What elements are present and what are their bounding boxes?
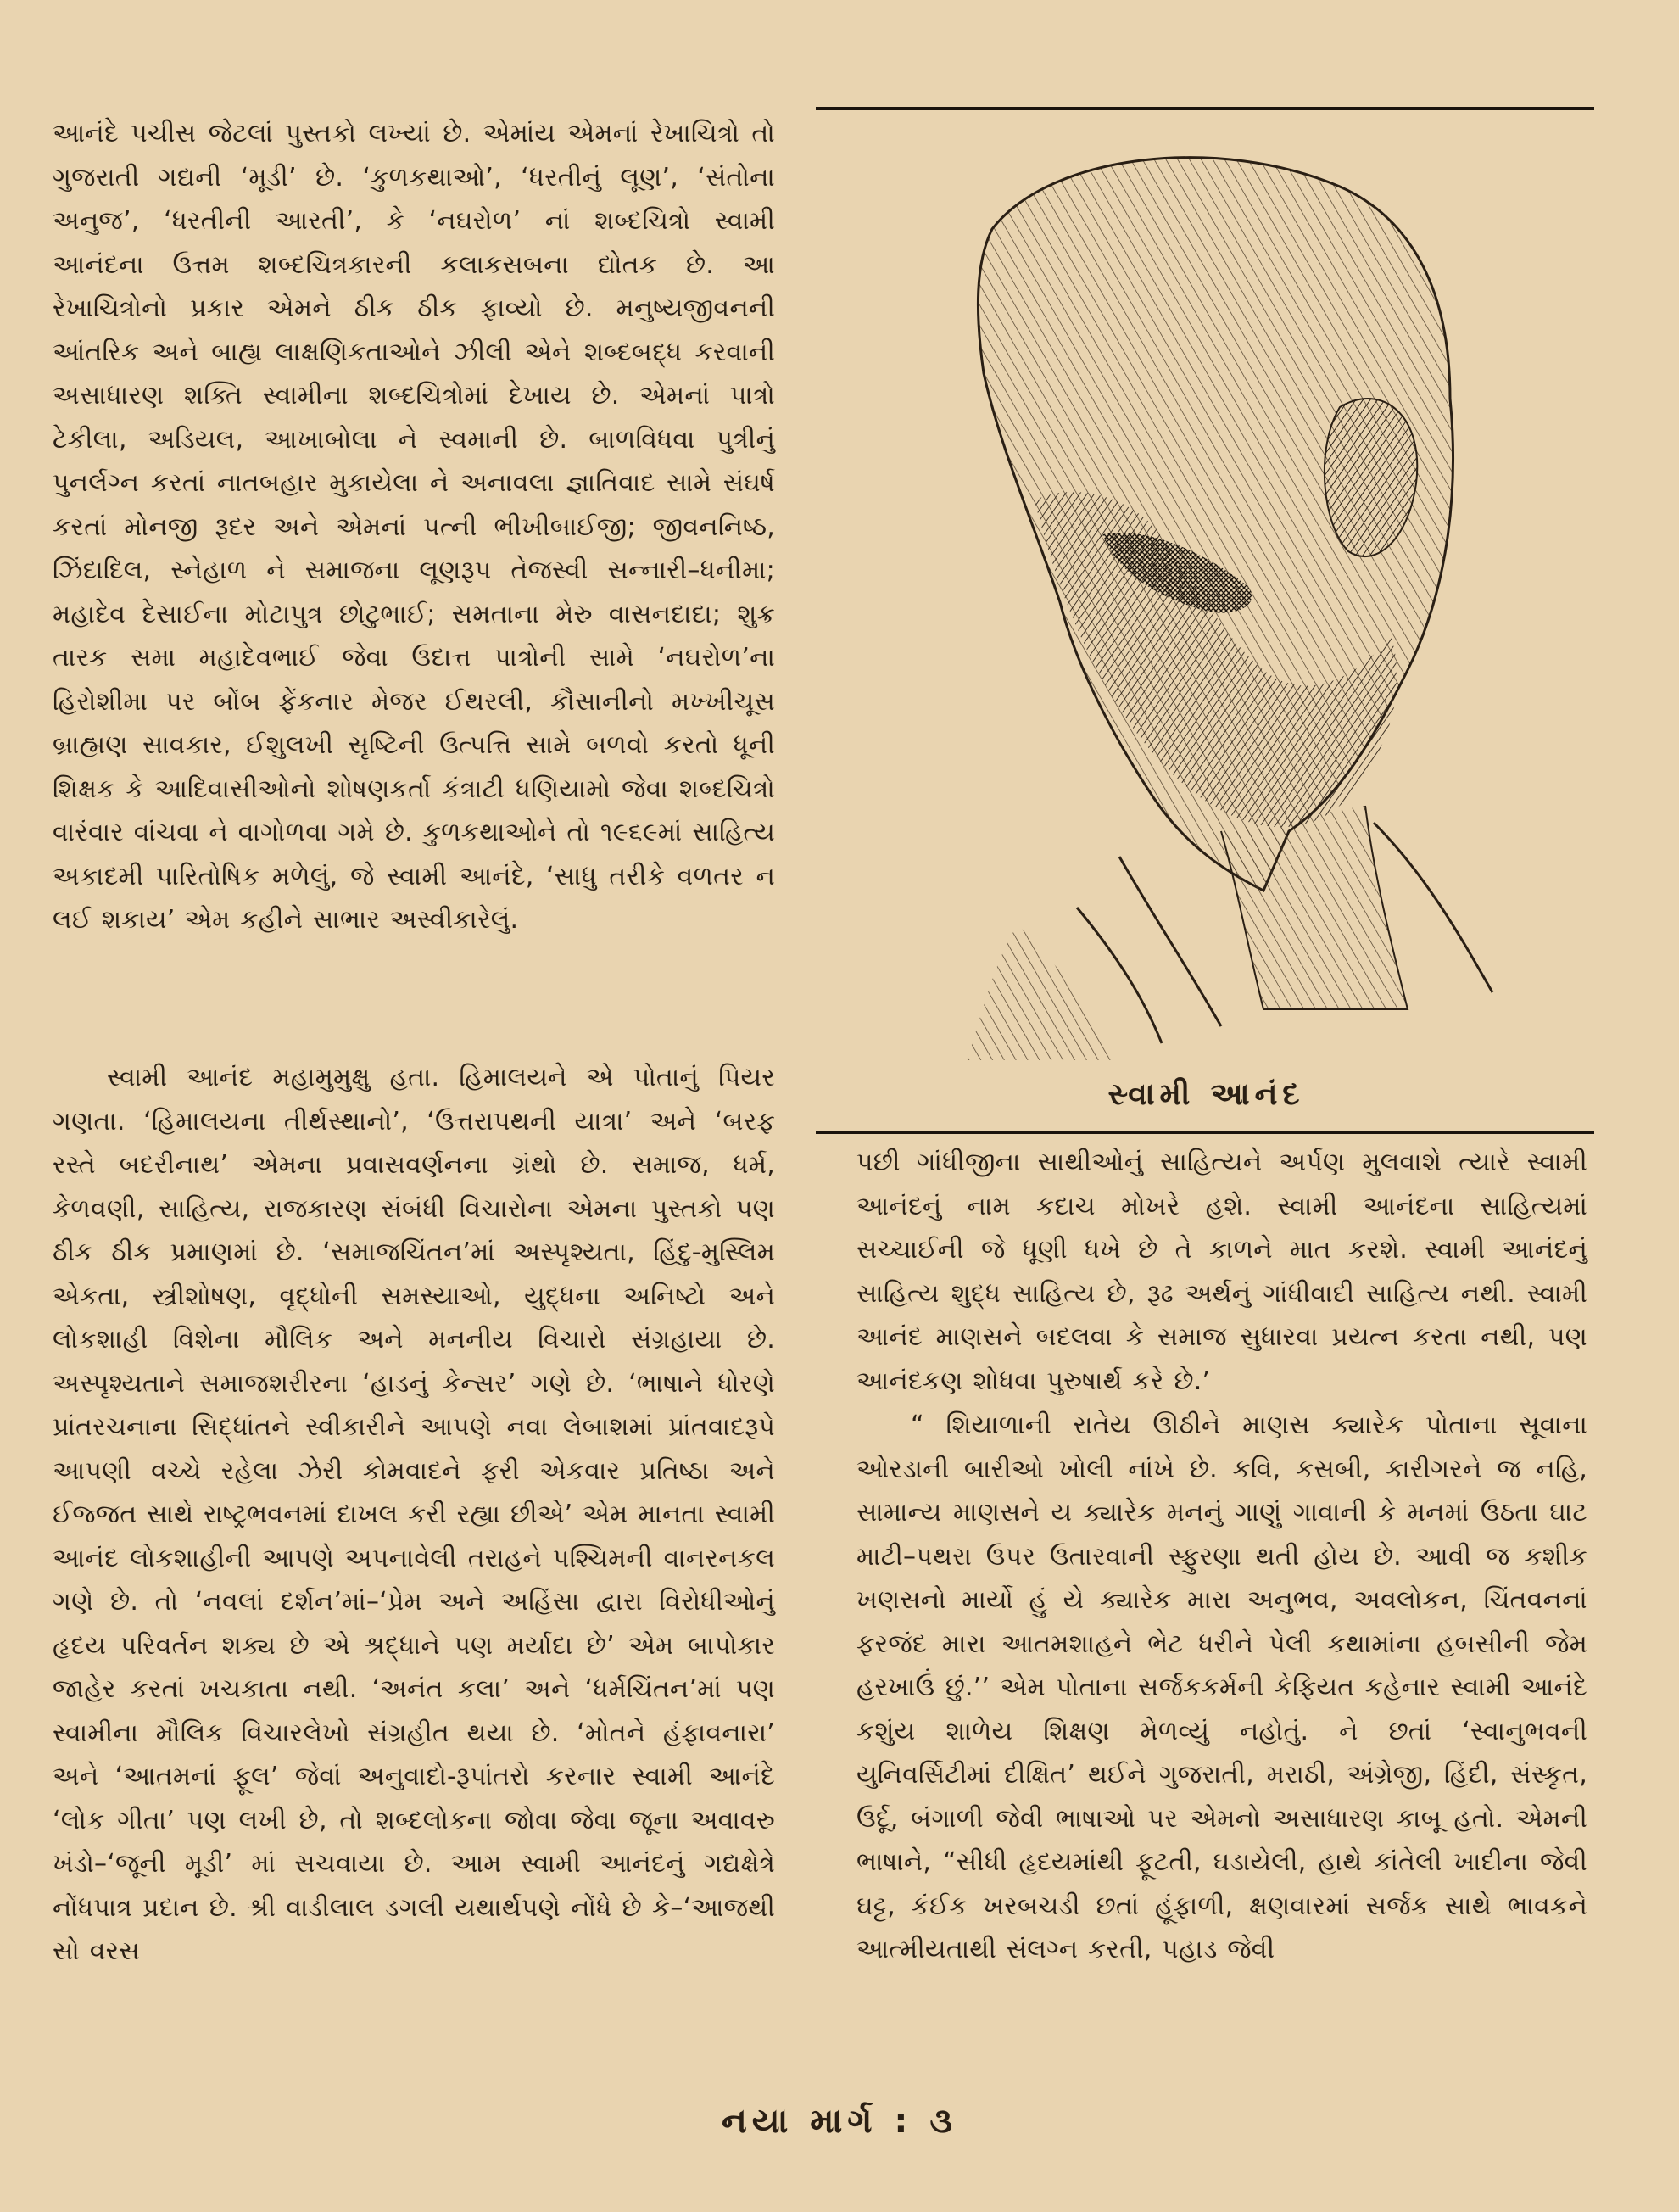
neck [1221,806,1408,1009]
portrait-caption: સ્વામી આનંદ [1107,1077,1305,1112]
page-folio: નયા માર્ગ : ૩ [721,2102,957,2141]
col1-paragraph-2: સ્વામી આનંદ મહામુમુક્ષુ હતા. હિમાલયને એ પોતાનું પિયર ગણતા. ‘હિમાલયના તીર્થસ્થાનો’, ‘ઉત્તરાપથની યાત્રા’ અને ‘બરફ રસ્તે બદરીનાથ’ એમના પ્રવાસવર્ણનના ગ્રંથો છે. સમાજ, ધર્મ, કેળવણી, સાહિત્ય, રાજકારણ સંબંધી વિચારોના એમના પુસ્તકો પણ ઠીક ઠીક પ્રમાણમાં છે. ‘સમાજચિંતન’માં અસ્પૃશ્યતા, હિંદુ-મુસ્લિમ એકતા, સ્ત્રીશોષણ, વૃદ્ધોની સમસ્યાઓ, યુદ્ધના અનિષ્ટો અને લોકશાહી વિશેના મૌલિક અને મનનીય વિચારો સંગ્રહાયા છે. અસ્પૃશ્યતાને સમાજશરીરના ‘હાડનું કેન્સર’ ગણે છે. ‘ભાષાને ધોરણે પ્રાંતરચનાના સિદ્ધાંતને સ્વીકારીને આપણે નવા લેબાશમાં પ્રાંતવાદરૂપે આપણી વચ્ચે રહેલા ઝેરી કોમવાદને ફરી એકવાર પ્રતિષ્ઠા અને ઈજ્જત સાથે રાષ્ટ્રભવનમાં દાખલ કરી રહ્યા છીએ’ એમ માનતા સ્વામી આનંદ લોકશાહીની આપણે અપનાવેલી તરાહને પશ્ચિમની વાનરનકલ ગણે છે. તો ‘નવલાં દર્શન’માં–‘પ્રેમ અને અહિંસા દ્વારા વિરોધીઓનું હૃદય પરિવર્તન શક્ય છે એ શ્રદ્ધાને પણ મર્યાદા છે’ એમ બાપોકાર જાહેર કરતાં ખચકાતા નથી. ‘અનંત કલા’ અને ‘ધર્મચિંતન’માં પણ સ્વામીના મૌલિક વિચારલેખો સંગ્રહીત થયા છે. ‘મોતને હંફાવનારા’ અને ‘આતમનાં ફૂલ’ જેવાં અનુવાદો-રૂપાંતરો કરનાર સ્વામી આનંદે ‘લોક ગીતા’ પણ લખી છે, તો શબ્દલોકના જોવા જેવા જૂના અવાવરુ ખંડો–‘જૂની મૂડી’ માં સચવાયા છે. આમ સ્વામી આનંદનું ગદ્યક્ષેત્રે નોંધપાત્ર પ્રદાન છે. શ્રી વાડીલાલ ડગલી યથાર્થપણે નોંધે છે કે–‘આજથી સો વરસ [53,1063,775,1966]
caption-rule [816,1131,1594,1134]
col1-paragraph-1: આનંદે પચીસ જેટલાં પુસ્તકો લખ્યાં છે. એમાંય એમનાં રેખાચિત્રો તો ગુજરાતી ગદ્યની ‘મૂડી’ છે. ‘કુળકથાઓ’, ‘ધરતીનું લૂણ’, ‘સંતોના અનુજ’, ‘ધરતીની આરતી’, કે ‘નઘરોળ’ નાં શબ્દચિત્રો સ્વામી આનંદના ઉત્તમ શબ્દચિત્રકારની કલાકસબના દ્યોતક છે. આ રેખાચિત્રોનો પ્રકાર એમને ઠીક ઠીક ફાવ્યો છે. મનુષ્યજીવનની આંતરિક અને બાહ્ય લાક્ષણિકતાઓને ઝીલી એને શબ્દબદ્ધ કરવાની અસાધારણ શક્તિ સ્વામીના શબ્દચિત્રોમાં દેખાય છે. એમનાં પાત્રો ટેકીલા, અડિયલ, આખાબોલા ને સ્વમાની છે. બાળવિધવા પુત્રીનું પુનર્લગ્ન કરતાં નાતબહાર મુકાયેલા ને અનાવલા જ્ઞાતિવાદ સામે સંઘર્ષ કરતાં મોનજી રૂદર અને એમનાં પત્ની ભીખીબાઈજી; જીવનનિષ્ઠ, ઝિંદાદિલ, સ્નેહાળ ને સમાજના લૂણરૂપ તેજસ્વી સન્નારી–ધનીમા; મહાદેવ દેસાઈના મોટાપુત્ર છોટુભાઈ; સમતાના મેરુ વાસનદાદા; શુક્ર તારક સમા મહાદેવભાઈ જેવા ઉદાત્ત પાત્રોની સામે ‘નઘરોળ’ના હિરોશીમા પર બોંબ ફેંકનાર મેજર ઈથરલી, કૌસાનીનો મખ્ખીચૂસ બ્રાહ્મણ સાવકાર, ઈશુલખી સૃષ્ટિની ઉત્પત્તિ સામે બળવો કરતો ધૂની શિક્ષક કે આદિવાસીઓનો શોષણકર્તા કંત્રાટી ધણિયામો જેવા શબ્દચિત્રો વારંવાર વાંચવા ને વાગોળવા ગમે છે. કુળકથાઓને તો ૧૯૬૯માં સાહિત્ય અકાદમી પારિતોષિક મળેલું, જે સ્વામી આનંદે, ‘સાધુ તરીકે વળતર ન લઈ શકાય’ એમ કહીને સાભાર અસ્વીકારેલું. [53,119,775,935]
col2-paragraph-2: “ શિયાળાની રાતેય ઊઠીને માણસ ક્યારેક પોતાના સૂવાના ઓરડાની બારીઓ ખોલી નાંખે છે. કવિ, કસબી, કારીગરને જ નહિ, સામાન્ય માણસને ય ક્યારેક મનનું ગાણું ગાવાની કે મનમાં ઉઠતા ઘાટ માટી–પથરા ઉપર ઉતારવાની સ્ફુરણા થતી હોય છે. આવી જ કશીક ખણસનો માર્યો હું યે ક્યારેક મારા અનુભવ, અવલોકન, ચિંતવનનાં ફરજંદ મારા આતમશાહને ભેટ ધરીને પેલી કથામાંના હબસીની જેમ હરખાઉં છું.’’ એમ પોતાના સર્જકકર્મની કેફિયત કહેનાર સ્વામી આનંદે કશુંય શાળેય શિક્ષણ મેળવ્યું નહોતું. ને છતાં ‘સ્વાનુભવની યુનિવર્સિટીમાં દીક્ષિત’ થઈને ગુજરાતી, મરાઠી, અંગ્રેજી, હિંદી, સંસ્કૃત, ઉર્દૂ, બંગાળી જેવી ભાષાઓ પર એમનો અસાધારણ કાબૂ હતો. એમની ભાષાને, “સીધી હૃદયમાંથી ફૂટતી, ઘડાયેલી, હાથે કાંતેલી ખાદીના જેવી ઘટ્ટ, કંઈક ખરબચડી છતાં હૂંફાળી, ક્ષણવારમાં સર્જક સાથે ભાવકને આત્મીયતાથી સંલગ્ન કરતી, પહાડ જેવી [856,1410,1587,1964]
shoulder-shading [967,924,1119,1060]
top-rule [816,107,1594,110]
portrait-sketch [865,127,1543,1069]
portrait-illustration [865,127,1543,1069]
col2-paragraph-1: પછી ગાંધીજીના સાથીઓનું સાહિત્યને અર્પણ મુલવાશે ત્યારે સ્વામી આનંદનું નામ કદાચ મોખરે હશે. સ્વામી આનંદના સાહિત્યમાં સચ્ચાઈની જે ધૂણી ધખે છે તે કાળને માત કરશે. સ્વામી આનંદનું સાહિત્ય શુદ્ધ સાહિત્ય છે, રૂઢ અર્થનું ગાંધીવાદી સાહિત્ય નથી. સ્વામી આનંદ માણસને બદલવા કે સમાજ સુધારવા પ્રયત્ન કરતા નથી, પણ આનંદકણ શોધવા પુરુષાર્થ કરે છે.’ [856,1148,1587,1396]
